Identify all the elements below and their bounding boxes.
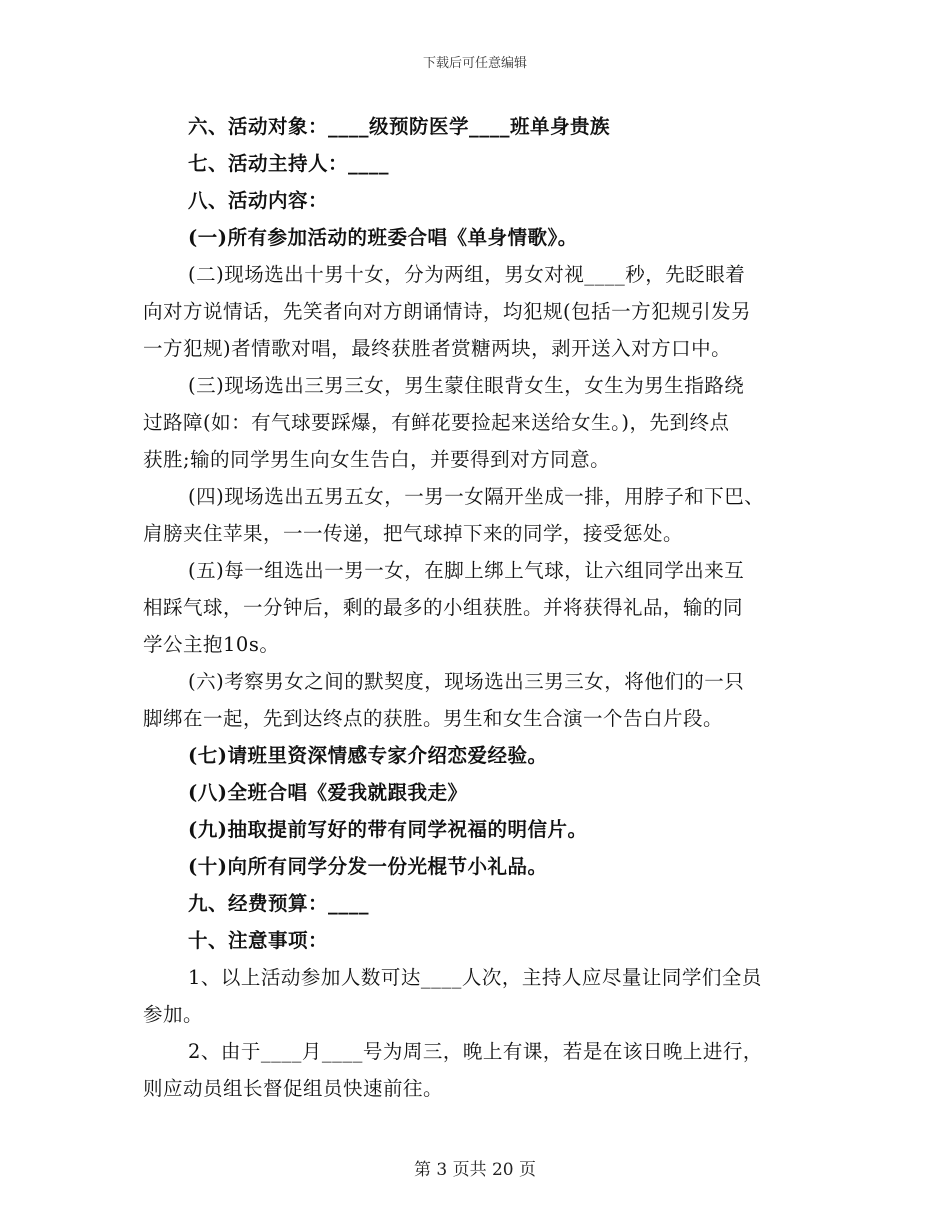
paragraph-line: 脚绑在一起，先到达终点的获胜。男生和女生合演一个告白片段。	[143, 707, 724, 730]
paragraph-line: 七、活动主持人：____	[188, 152, 390, 175]
paragraph-line: (十)向所有同学分发一份光棍节小礼品。	[188, 855, 548, 878]
paragraph-line: 一方犯规)者情歌对唱，最终获胜者赏糖两块，剥开送入对方口中。	[143, 337, 732, 360]
paragraph-line: (二)现场选出十男十女，分为两组，男女对视____秒，先眨眼着	[188, 263, 746, 286]
paragraph-line: 2、由于____月____号为周三，晚上有课，若是在该日晚上进行，	[188, 1040, 763, 1063]
paragraph-line: 过路障(如：有气球要踩爆，有鲜花要捡起来送给女生。)，先到终点	[143, 411, 730, 434]
paragraph-line: (九)抽取提前写好的带有同学祝福的明信片。	[188, 818, 588, 841]
paragraph-line: (四)现场选出五男五女，一男一女隔开坐成一排，用脖子和下巴、	[188, 485, 765, 508]
header-note: 下载后可任意编辑	[422, 56, 527, 71]
paragraph-line: 相踩气球，一分钟后，剩的最多的小组获胜。并将获得礼品，输的同	[143, 596, 744, 619]
page-number: 第 3 页共 20 页	[413, 1160, 537, 1180]
paragraph-line: 肩膀夹住苹果，一一传递，把气球掉下来的同学，接受惩处。	[143, 522, 684, 545]
paragraph-line: (六)考察男女之间的默契度，现场选出三男三女，将他们的一只	[188, 670, 745, 693]
paragraph-line: 八、活动内容：	[188, 189, 329, 212]
paragraph-line: 学公主抱10s。	[143, 633, 280, 656]
paragraph-line: (七)请班里资深情感专家介绍恋爱经验。	[188, 744, 548, 767]
paragraph-line: 参加。	[143, 1003, 204, 1026]
paragraph-line: 九、经费预算：____	[188, 892, 370, 915]
paragraph-line: 十、注意事项：	[188, 929, 329, 952]
paragraph-line: (三)现场选出三男三女，男生蒙住眼背女生，女生为男生指路绕	[188, 374, 745, 397]
paragraph-line: (一)所有参加活动的班委合唱《单身情歌》。	[188, 226, 578, 249]
paragraph-line: (八)全班合唱《爱我就跟我走》	[188, 781, 468, 804]
paragraph-line: 向对方说情话，先笑者向对方朗诵情诗，均犯规(包括一方犯规引发另	[143, 300, 752, 323]
paragraph-line: 则应动员组长督促组员快速前往。	[143, 1077, 444, 1100]
paragraph-line: (五)每一组选出一男一女，在脚上绑上气球，让六组同学出来互	[188, 559, 745, 582]
paragraph-line: 获胜;输的同学男生向女生告白，并要得到对方同意。	[143, 448, 611, 471]
paragraph-line: 六、活动对象：____级预防医学____班单身贵族	[188, 115, 611, 138]
paragraph-line: 1、以上活动参加人数可达____人次，主持人应尽量让同学们全员	[188, 966, 762, 989]
document-body	[143, 108, 808, 1107]
